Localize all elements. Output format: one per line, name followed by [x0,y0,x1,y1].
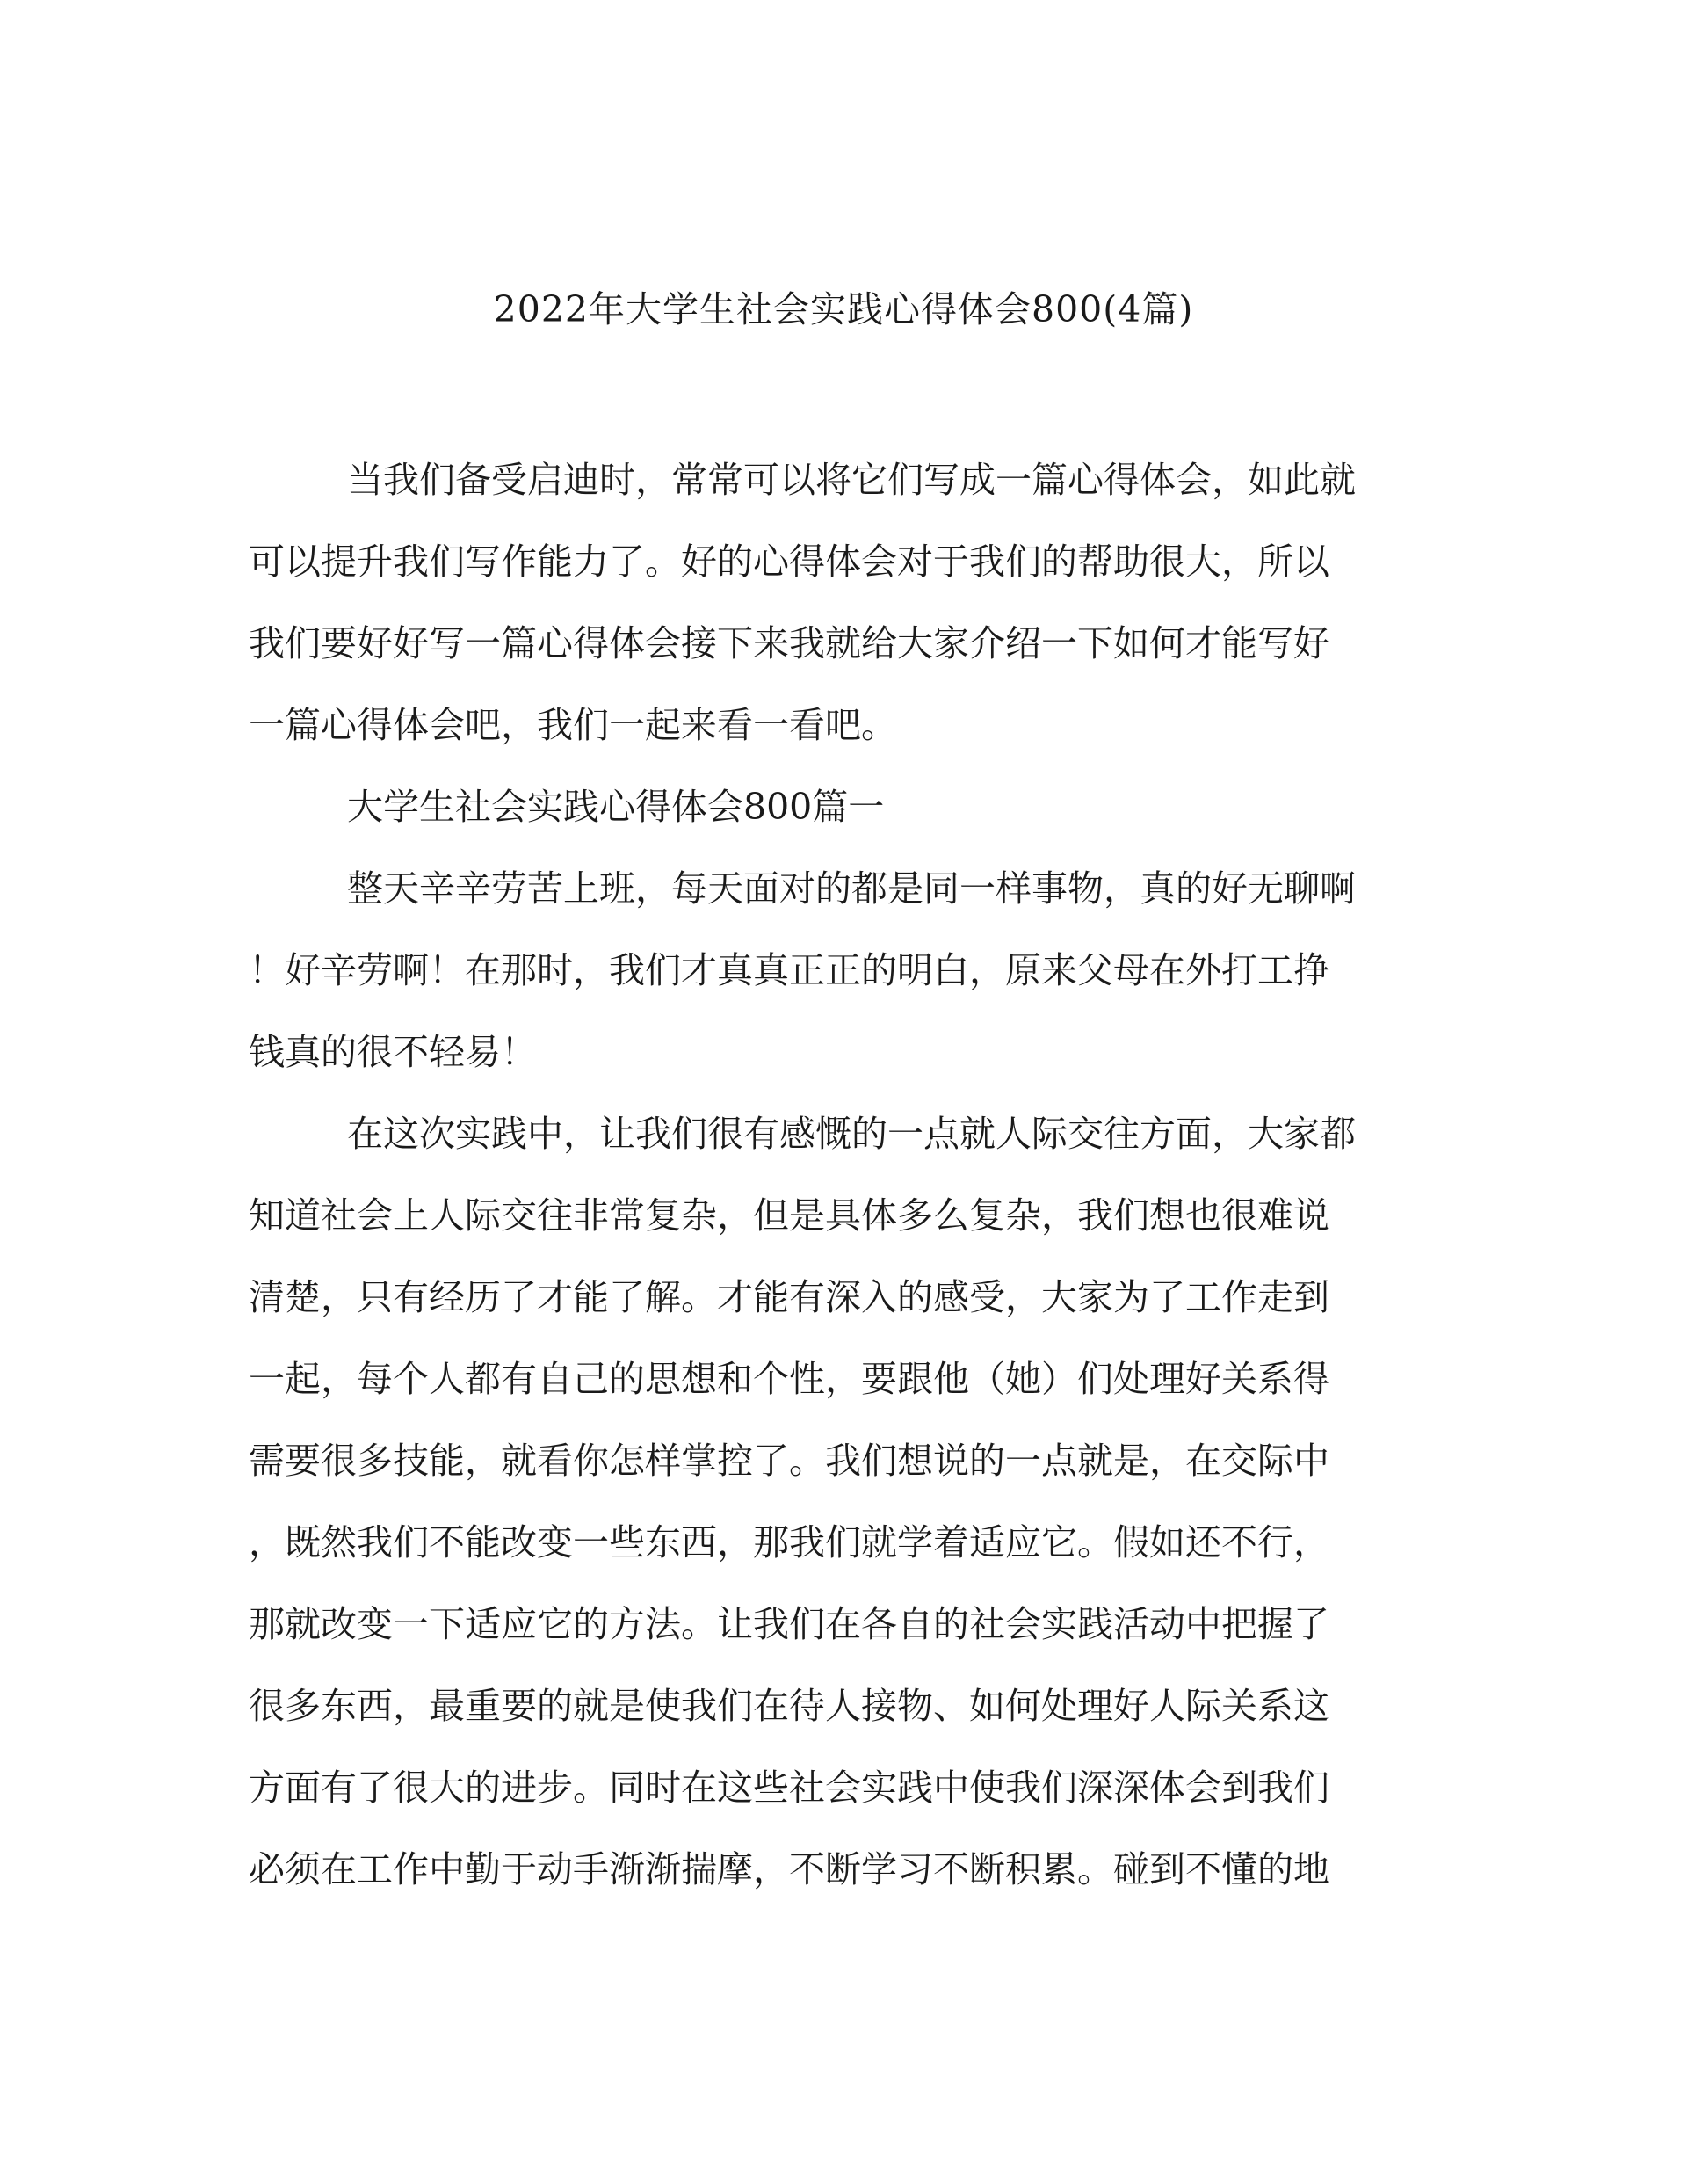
paragraph-line: 知道社会上人际交往非常复杂，但是具体多么复杂，我们想也很难说 [249,1194,1329,1237]
paragraph-line: 钱真的很不轻易！ [249,1031,537,1073]
paragraph-line: ！好辛劳啊！在那时，我们才真真正正的明白，原来父母在外打工挣 [249,949,1329,991]
paragraph-line: 一篇心得体会吧，我们一起来看一看吧。 [249,704,897,746]
paragraph-line: 方面有了很大的进步。同时在这些社会实践中使我们深深体会到我们 [249,1767,1329,1809]
paragraph-line: 那就改变一下适应它的方法。让我们在各自的社会实践活动中把握了 [249,1603,1329,1645]
paragraph-line: 我们要好好写一篇心得体会接下来我就给大家介绍一下如何才能写好 [249,622,1329,664]
paragraph-line: 在这次实践中，让我们很有感慨的一点就人际交往方面，大家都 [347,1113,1356,1155]
document-body [249,439,1444,1911]
paragraph-line: 一起，每个人都有自己的思想和个性，要跟他（她）们处理好关系得 [249,1358,1329,1400]
document-title: 2022年大学生社会实践心得体会800(4篇) [493,288,1194,330]
paragraph-line: 整天辛辛劳苦上班，每天面对的都是同一样事物，真的好无聊啊 [347,867,1356,910]
section-heading: 大学生社会实践心得体会800篇一 [347,786,885,828]
paragraph-line: 必须在工作中勤于动手渐渐揣摩，不断学习不断积累。碰到不懂的地 [249,1848,1329,1890]
paragraph-line: 清楚，只有经历了才能了解。才能有深入的感受，大家为了工作走到 [249,1276,1329,1318]
paragraph-line: ，既然我们不能改变一些东西，那我们就学着适应它。假如还不行， [249,1521,1329,1564]
paragraph-line: 可以提升我们写作能力了。好的心得体会对于我们的帮助很大，所以 [249,541,1329,583]
paragraph-line: 很多东西，最重要的就是使我们在待人接物、如何处理好人际关系这 [249,1685,1329,1727]
paragraph-line: 需要很多技能，就看你怎样掌控了。我们想说的一点就是，在交际中 [249,1440,1329,1482]
paragraph-line: 当我们备受启迪时，常常可以将它们写成一篇心得体会，如此就 [347,459,1356,501]
